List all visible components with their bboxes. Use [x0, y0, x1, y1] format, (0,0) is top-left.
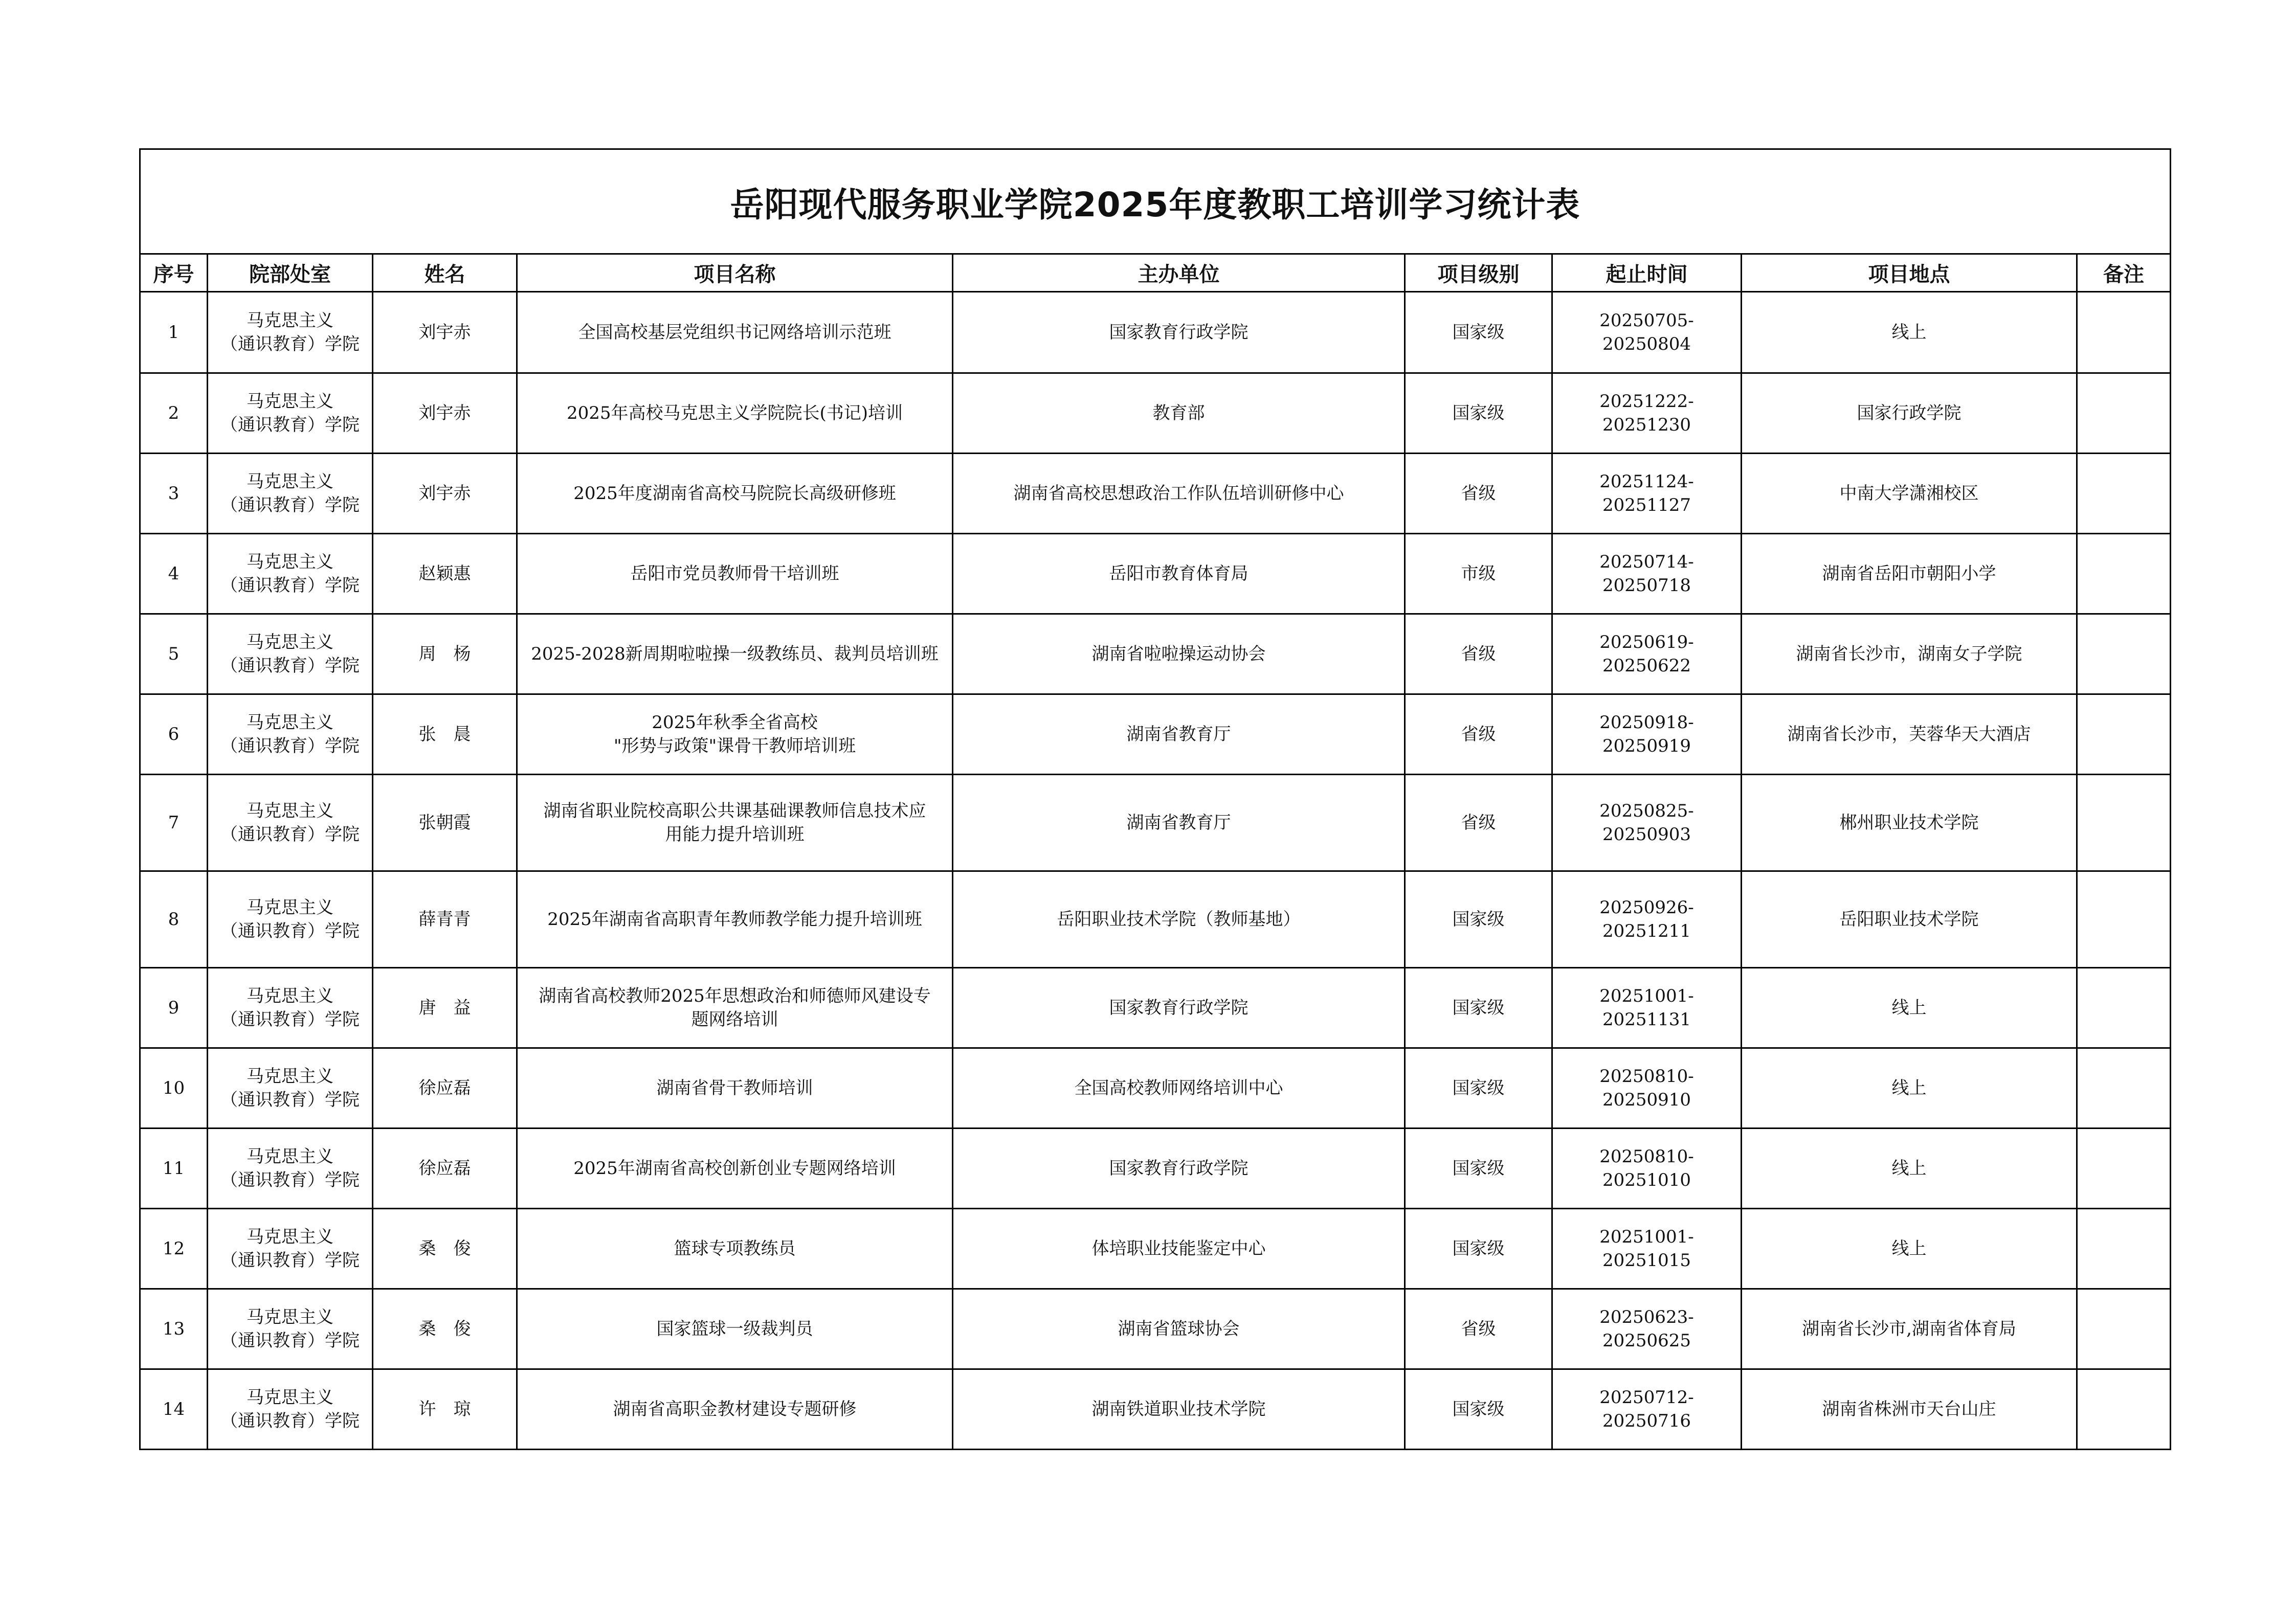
- header-seq: 序号: [140, 254, 208, 292]
- cell-name: 唐 益: [373, 968, 517, 1048]
- dept-line: （通识教育）学院: [220, 736, 360, 756]
- cell-organizer: 体培职业技能鉴定中心: [953, 1209, 1405, 1289]
- training-statistics-table: [139, 148, 2171, 1450]
- cell-project: [517, 454, 953, 534]
- cell-seq: 13: [140, 1289, 208, 1369]
- cell-period: 20251001-20251131: [1552, 968, 1742, 1048]
- cell-location: 岳阳职业技术学院: [1742, 871, 2077, 968]
- cell-period: 20251001-20251015: [1552, 1209, 1742, 1289]
- cell-dept: [208, 694, 373, 775]
- cell-location: 中南大学潇湘校区: [1742, 454, 2077, 534]
- cell-organizer: 湖南省啦啦操运动协会: [953, 614, 1405, 694]
- cell-location: 湖南省长沙市,湖南省体育局: [1742, 1289, 2077, 1369]
- header-organizer: 主办单位: [953, 254, 1405, 292]
- cell-name: 刘宇赤: [373, 292, 517, 373]
- dept-line: （通识教育）学院: [220, 1009, 360, 1030]
- cell-level: 国家级: [1405, 292, 1552, 373]
- cell-organizer: 湖南省教育厅: [953, 775, 1405, 871]
- cell-name: 徐应磊: [373, 1129, 517, 1209]
- cell-remark: [2077, 871, 2171, 968]
- cell-dept: [208, 373, 373, 454]
- header-row: [140, 254, 2171, 292]
- cell-level: 市级: [1405, 534, 1552, 614]
- project-line: 2025年度湖南省高校马院院长高级研修班: [573, 483, 896, 504]
- cell-location: 线上: [1742, 1129, 2077, 1209]
- cell-level: 国家级: [1405, 968, 1552, 1048]
- cell-dept: [208, 1048, 373, 1129]
- dept-line: 马克思主义: [247, 712, 333, 733]
- cell-level: 国家级: [1405, 871, 1552, 968]
- cell-level: 国家级: [1405, 373, 1552, 454]
- table-row: [140, 1048, 2171, 1129]
- header-level: 项目级别: [1405, 254, 1552, 292]
- cell-project: [517, 968, 953, 1048]
- cell-seq: 9: [140, 968, 208, 1048]
- cell-project: [517, 373, 953, 454]
- dept-line: 马克思主义: [247, 1227, 333, 1247]
- header-remark: 备注: [2077, 254, 2171, 292]
- table-row: [140, 1129, 2171, 1209]
- cell-project: [517, 534, 953, 614]
- cell-period: 20251222-20251230: [1552, 373, 1742, 454]
- cell-period: 20250623-20250625: [1552, 1289, 1742, 1369]
- cell-organizer: 湖南铁道职业技术学院: [953, 1369, 1405, 1450]
- dept-line: （通识教育）学院: [220, 1170, 360, 1190]
- cell-project: [517, 775, 953, 871]
- cell-location: 线上: [1742, 1209, 2077, 1289]
- table-row: [140, 1209, 2171, 1289]
- dept-line: （通识教育）学院: [220, 495, 360, 515]
- cell-organizer: 教育部: [953, 373, 1405, 454]
- project-line: 国家篮球一级裁判员: [656, 1319, 813, 1339]
- cell-name: 桑 俊: [373, 1289, 517, 1369]
- cell-period: 20250705-20250804: [1552, 292, 1742, 373]
- dept-line: 马克思主义: [247, 391, 333, 412]
- cell-organizer: 湖南省篮球协会: [953, 1289, 1405, 1369]
- project-line: 2025年秋季全省高校: [652, 712, 818, 733]
- cell-location: 湖南省岳阳市朝阳小学: [1742, 534, 2077, 614]
- cell-organizer: 岳阳职业技术学院（教师基地）: [953, 871, 1405, 968]
- table-row: [140, 614, 2171, 694]
- cell-remark: [2077, 292, 2171, 373]
- header-project: 项目名称: [517, 254, 953, 292]
- cell-organizer: 全国高校教师网络培训中心: [953, 1048, 1405, 1129]
- cell-dept: [208, 1209, 373, 1289]
- cell-remark: [2077, 1369, 2171, 1450]
- dept-line: 马克思主义: [247, 1066, 333, 1087]
- cell-organizer: 国家教育行政学院: [953, 1129, 1405, 1209]
- cell-organizer: 湖南省教育厅: [953, 694, 1405, 775]
- cell-name: 张朝霞: [373, 775, 517, 871]
- cell-seq: 10: [140, 1048, 208, 1129]
- project-line: 用能力提升培训班: [665, 824, 805, 845]
- dept-line: 马克思主义: [247, 552, 333, 572]
- cell-location: 郴州职业技术学院: [1742, 775, 2077, 871]
- header-name: 姓名: [373, 254, 517, 292]
- cell-dept: [208, 1369, 373, 1450]
- cell-seq: 4: [140, 534, 208, 614]
- cell-period: 20251124-20251127: [1552, 454, 1742, 534]
- table-row: [140, 454, 2171, 534]
- cell-name: 许 琼: [373, 1369, 517, 1450]
- cell-name: 周 杨: [373, 614, 517, 694]
- cell-project: [517, 1129, 953, 1209]
- cell-project: [517, 871, 953, 968]
- dept-line: （通识教育）学院: [220, 921, 360, 941]
- cell-remark: [2077, 694, 2171, 775]
- project-line: 2025年湖南省高职青年教师教学能力提升培训班: [547, 909, 922, 930]
- cell-level: 省级: [1405, 614, 1552, 694]
- cell-level: 省级: [1405, 775, 1552, 871]
- table-body: [140, 292, 2171, 1450]
- cell-level: 国家级: [1405, 1209, 1552, 1289]
- cell-seq: 14: [140, 1369, 208, 1450]
- dept-line: （通识教育）学院: [220, 1330, 360, 1351]
- dept-line: 马克思主义: [247, 897, 333, 918]
- dept-line: （通识教育）学院: [220, 1090, 360, 1110]
- cell-location: 线上: [1742, 968, 2077, 1048]
- cell-name: 徐应磊: [373, 1048, 517, 1129]
- dept-line: 马克思主义: [247, 801, 333, 821]
- cell-organizer: 国家教育行政学院: [953, 968, 1405, 1048]
- cell-organizer: 湖南省高校思想政治工作队伍培训研修中心: [953, 454, 1405, 534]
- cell-project: [517, 614, 953, 694]
- cell-level: 国家级: [1405, 1048, 1552, 1129]
- cell-organizer: 国家教育行政学院: [953, 292, 1405, 373]
- cell-organizer: 岳阳市教育体育局: [953, 534, 1405, 614]
- dept-line: 马克思主义: [247, 632, 333, 652]
- cell-period: 20250918-20250919: [1552, 694, 1742, 775]
- cell-seq: 6: [140, 694, 208, 775]
- cell-seq: 3: [140, 454, 208, 534]
- table-row: [140, 694, 2171, 775]
- cell-location: 湖南省长沙市，湖南女子学院: [1742, 614, 2077, 694]
- table-row: [140, 534, 2171, 614]
- dept-line: 马克思主义: [247, 986, 333, 1006]
- cell-remark: [2077, 534, 2171, 614]
- project-line: 2025年湖南省高校创新创业专题网络培训: [573, 1158, 896, 1179]
- cell-seq: 8: [140, 871, 208, 968]
- cell-name: 刘宇赤: [373, 373, 517, 454]
- table-row: [140, 292, 2171, 373]
- cell-period: 20250810-20250910: [1552, 1048, 1742, 1129]
- cell-level: 省级: [1405, 454, 1552, 534]
- dept-line: （通识教育）学院: [220, 1250, 360, 1271]
- table-row: [140, 871, 2171, 968]
- header-dept: 院部处室: [208, 254, 373, 292]
- project-line: 岳阳市党员教师骨干培训班: [630, 563, 839, 584]
- cell-level: 省级: [1405, 694, 1552, 775]
- cell-dept: [208, 454, 373, 534]
- cell-name: 薛青青: [373, 871, 517, 968]
- cell-remark: [2077, 1129, 2171, 1209]
- table-row: [140, 1369, 2171, 1450]
- cell-dept: [208, 968, 373, 1048]
- cell-name: 桑 俊: [373, 1209, 517, 1289]
- cell-seq: 2: [140, 373, 208, 454]
- cell-location: 湖南省长沙市，芙蓉华天大酒店: [1742, 694, 2077, 775]
- project-line: 湖南省高职金教材建设专题研修: [613, 1399, 857, 1419]
- cell-period: 20250619-20250622: [1552, 614, 1742, 694]
- dept-line: 马克思主义: [247, 471, 333, 492]
- cell-project: [517, 1369, 953, 1450]
- cell-project: [517, 1289, 953, 1369]
- cell-name: 张 晨: [373, 694, 517, 775]
- project-line: 篮球专项教练员: [674, 1238, 796, 1259]
- header-period: 起止时间: [1552, 254, 1742, 292]
- cell-name: 赵颖惠: [373, 534, 517, 614]
- cell-dept: [208, 1129, 373, 1209]
- cell-seq: 7: [140, 775, 208, 871]
- cell-level: 国家级: [1405, 1129, 1552, 1209]
- cell-dept: [208, 775, 373, 871]
- cell-level: 省级: [1405, 1289, 1552, 1369]
- cell-project: [517, 1048, 953, 1129]
- cell-remark: [2077, 1048, 2171, 1129]
- project-line: "形势与政策"课骨干教师培训班: [613, 736, 856, 756]
- cell-dept: [208, 292, 373, 373]
- project-line: 湖南省职业院校高职公共课基础课教师信息技术应: [543, 801, 926, 821]
- cell-remark: [2077, 775, 2171, 871]
- project-line: 湖南省骨干教师培训: [656, 1078, 813, 1098]
- project-line: 2025-2028新周期啦啦操一级教练员、裁判员培训班: [531, 644, 939, 664]
- cell-remark: [2077, 614, 2171, 694]
- cell-dept: [208, 1289, 373, 1369]
- project-line: 湖南省高校教师2025年思想政治和师德师风建设专: [539, 986, 931, 1006]
- cell-dept: [208, 614, 373, 694]
- dept-line: （通识教育）学院: [220, 575, 360, 596]
- table-row: [140, 373, 2171, 454]
- dept-line: （通识教育）学院: [220, 824, 360, 845]
- cell-project: [517, 694, 953, 775]
- cell-period: 20250810-20251010: [1552, 1129, 1742, 1209]
- cell-seq: 1: [140, 292, 208, 373]
- cell-remark: [2077, 968, 2171, 1048]
- cell-seq: 11: [140, 1129, 208, 1209]
- dept-line: 马克思主义: [247, 1146, 333, 1167]
- cell-period: 20250714-20250718: [1552, 534, 1742, 614]
- cell-level: 国家级: [1405, 1369, 1552, 1450]
- cell-remark: [2077, 1289, 2171, 1369]
- dept-line: 马克思主义: [247, 310, 333, 331]
- cell-project: [517, 292, 953, 373]
- dept-line: 马克思主义: [247, 1307, 333, 1327]
- cell-remark: [2077, 454, 2171, 534]
- cell-remark: [2077, 1209, 2171, 1289]
- dept-line: （通识教育）学院: [220, 656, 360, 676]
- project-line: 2025年高校马克思主义学院院长(书记)培训: [566, 403, 903, 423]
- dept-line: （通识教育）学院: [220, 334, 360, 354]
- dept-line: （通识教育）学院: [220, 415, 360, 435]
- cell-period: 20250926-20251211: [1552, 871, 1742, 968]
- dept-line: （通识教育）学院: [220, 1411, 360, 1431]
- cell-dept: [208, 871, 373, 968]
- cell-remark: [2077, 373, 2171, 454]
- cell-location: 线上: [1742, 1048, 2077, 1129]
- table-row: [140, 968, 2171, 1048]
- table-row: [140, 1289, 2171, 1369]
- cell-location: 国家行政学院: [1742, 373, 2077, 454]
- cell-dept: [208, 534, 373, 614]
- cell-project: [517, 1209, 953, 1289]
- header-location: 项目地点: [1742, 254, 2077, 292]
- dept-line: 马克思主义: [247, 1387, 333, 1408]
- project-line: 题网络培训: [691, 1009, 778, 1030]
- cell-location: 湖南省株洲市天台山庄: [1742, 1369, 2077, 1450]
- table-row: [140, 775, 2171, 871]
- cell-name: 刘宇赤: [373, 454, 517, 534]
- cell-location: 线上: [1742, 292, 2077, 373]
- page-title: 岳阳现代服务职业学院2025年度教职工培训学习统计表: [140, 149, 2171, 254]
- cell-period: 20250712-20250716: [1552, 1369, 1742, 1450]
- cell-seq: 12: [140, 1209, 208, 1289]
- cell-seq: 5: [140, 614, 208, 694]
- cell-period: 20250825-20250903: [1552, 775, 1742, 871]
- project-line: 全国高校基层党组织书记网络培训示范班: [578, 322, 891, 343]
